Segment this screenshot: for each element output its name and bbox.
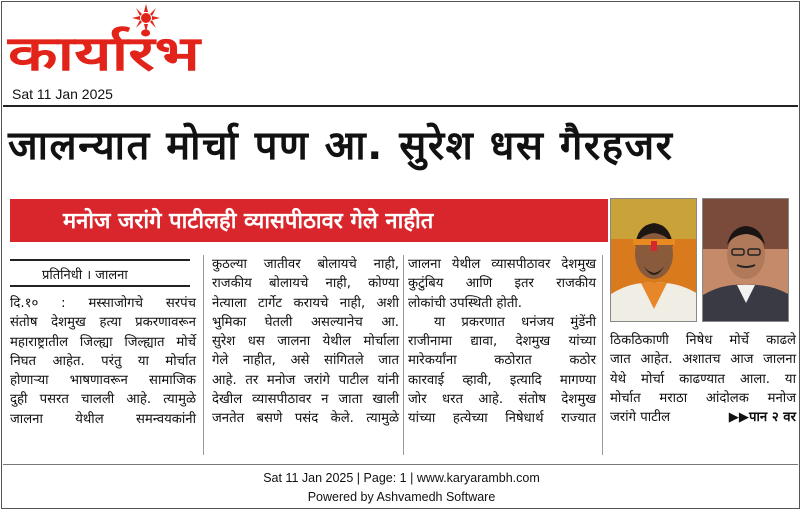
article-column-1 — [10, 294, 196, 429]
article-column-3 — [408, 255, 596, 429]
text-line: संतोष देशमुख हत्या प्रकरणावरून — [10, 315, 196, 331]
article-column-4 — [610, 331, 796, 427]
text-line: जनतेत बसणे पसंद केले. त्यामुळे — [212, 411, 399, 427]
text-line: जात आहेत. अशातच आज जालना — [610, 352, 796, 368]
masthead-logo[interactable] — [6, 4, 206, 84]
text-line: होणाऱ्या भाषणावरून सामाजिक — [10, 373, 196, 389]
text-line: मारेकर्यांना कठोरात कठोर — [408, 353, 596, 369]
text-line: देखील व्यासपीठावर न जाता खाली — [212, 392, 399, 408]
footer-info[interactable]: Sat 11 Jan 2025 | Page: 1 | www.karyarambh.com — [263, 471, 540, 485]
text-line: नेत्याला टार्गेट करायचे नाही, अशी — [212, 295, 399, 311]
text-line: जालना येथील व्यासपीठावर देशमुख — [408, 257, 596, 272]
text-line: निघत आहेत. परंतु या मोर्चात — [10, 353, 196, 369]
text-line: मोर्चात मराठा आंदोलक मनोज — [610, 390, 796, 406]
subheadline-banner — [10, 199, 608, 242]
text-line: गेले नाहीत, असे सांगितले जात — [212, 353, 399, 369]
text-line: भुमिका घेतली असल्यानेच आ. — [212, 314, 399, 330]
text-line: येथे मोर्चा काढण्यात आला. या — [610, 371, 796, 387]
text-line: राजीनामा द्यावा, देशमुख यांच्या — [408, 334, 596, 350]
text-line: सुरेश धस जालना येथील मोर्चाला — [212, 334, 399, 350]
column-divider — [203, 255, 204, 455]
text-line: दुही पसरत चालली आहे. त्यामुळे — [10, 392, 196, 408]
byline — [10, 259, 190, 287]
footer-divider — [3, 464, 798, 465]
text-line: ठिकठिकाणी निषेध मोर्चे काढले — [610, 333, 796, 348]
photo-manoj-jarange — [610, 198, 697, 322]
text-line-last — [610, 408, 796, 427]
text-line: जरांगे पाटील — [610, 410, 671, 426]
text-line: जालना येथील समन्वयकांनी — [10, 411, 196, 427]
photo-suresh-dhas — [702, 198, 789, 322]
masthead-divider — [3, 105, 798, 107]
text-line: महाराष्ट्रातील जिल्ह्या जिल्ह्यात मोर्चे — [10, 334, 196, 350]
text-line: आहे. तर मनोज जरांगे पाटील यांनी — [212, 372, 399, 388]
byline-text: प्रतिनिधी । जालना — [42, 268, 128, 283]
continued-on-page-link[interactable]: ▶▶पान २ वर — [728, 410, 796, 426]
text-line: दि.१० : मस्साजोगचे सरपंच — [10, 296, 196, 311]
text-line: लोकांची उपस्थिती होती. — [408, 295, 522, 311]
column-divider — [602, 255, 603, 455]
text-line: यांच्या हत्येच्या निषेधार्थ राज्यात — [408, 411, 596, 427]
text-line: कुठल्या जातीवर बोलायचे नाही, — [212, 257, 399, 272]
footer-powered-by: Powered by Ashvamedh Software — [307, 490, 496, 504]
publication-date: Sat 11 Jan 2025 — [12, 86, 113, 102]
text-line: राजकीय बोलायचे नाही, कोण्या — [212, 276, 399, 292]
article-column-2 — [212, 255, 399, 429]
column-divider — [403, 255, 404, 455]
text-line: कुटुंबिय आणि इतर राजकीय — [408, 276, 596, 292]
headline: जालन्यात मोर्चा पण आ. सुरेश धस गैरहजर — [8, 123, 674, 169]
text-line: जोर धरत आहे. संतोष देशमुख — [408, 392, 596, 408]
logo-text: कार्यारंभ — [6, 26, 204, 82]
subheadline-text: मनोज जरांगे पाटीलही व्यासपीठावर गेले नाहीत — [63, 209, 434, 234]
text-line: कारवाई व्हावी, इत्यादि मागण्या — [408, 372, 596, 388]
text-line: या प्रकरणात धनंजय मुंडेंनी — [434, 314, 596, 330]
